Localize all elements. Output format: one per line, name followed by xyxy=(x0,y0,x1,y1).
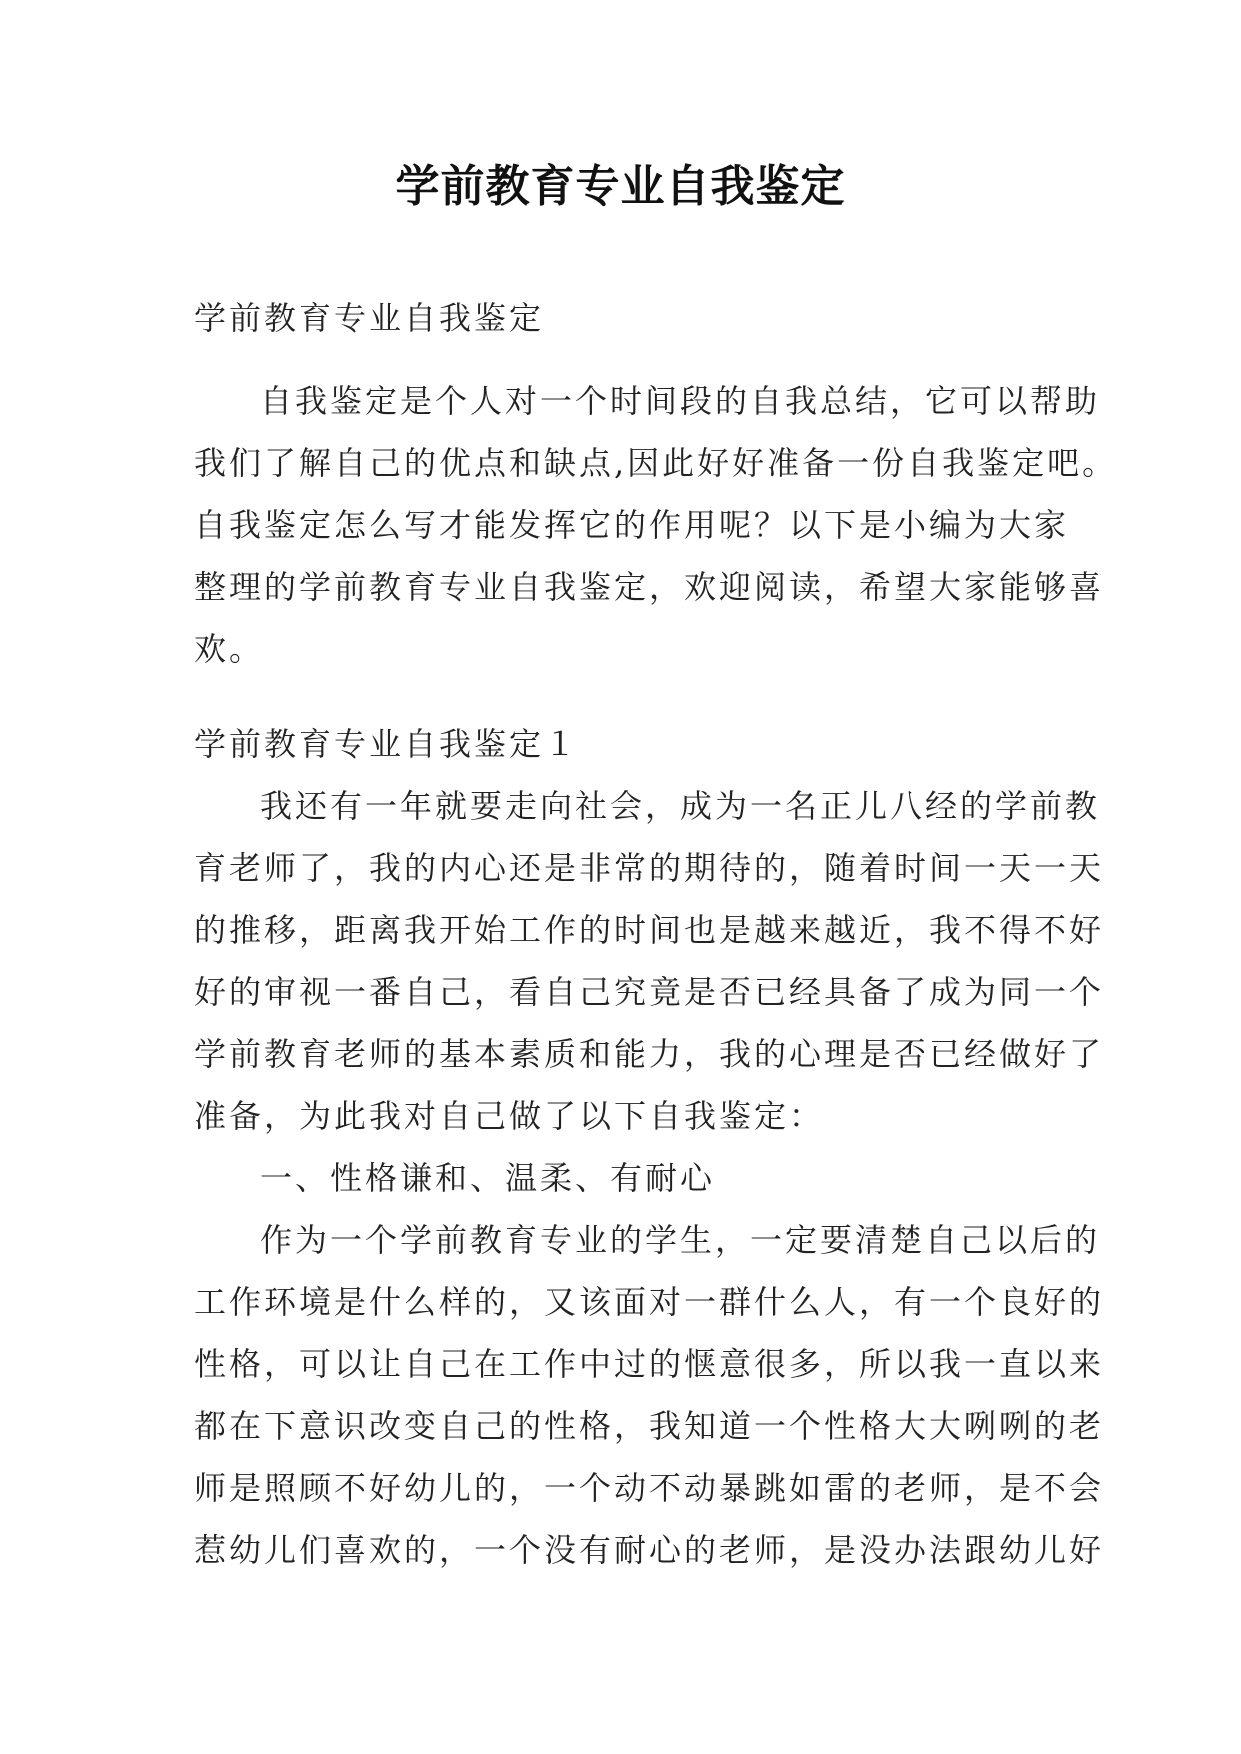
section-heading: 学前教育专业自我鉴定１ xyxy=(194,725,580,763)
intro-paragraph xyxy=(194,370,1118,680)
section1-line: 我还有一年就要走向社会，成为一名正儿八经的学前教 xyxy=(260,787,1101,825)
document-body xyxy=(194,287,1118,1581)
intro-line: 自我鉴定是个人对一个时间段的自我总结，它可以帮助 xyxy=(260,382,1101,420)
intro-line: 我们了解自己的优点和缺点,因此好好准备一份自我鉴定吧。 xyxy=(194,444,1118,482)
intro-line: 整理的学前教育专业自我鉴定，欢迎阅读，希望大家能够喜 xyxy=(194,568,1105,606)
document-title: 学前教育专业自我鉴定 xyxy=(395,161,846,212)
subtitle: 学前教育专业自我鉴定 xyxy=(194,299,545,337)
point1-paragraph xyxy=(194,1209,1105,1581)
point1-line: 都在下意识改变自己的性格，我知道一个性格大大咧咧的老 xyxy=(194,1407,1105,1445)
section1-line: 的推移，距离我开始工作的时间也是越来越近，我不得不好 xyxy=(194,911,1105,949)
intro-line: 欢。 xyxy=(194,630,265,668)
point-heading: 一、性格谦和、温柔、有耐心 xyxy=(260,1159,716,1197)
point1-line: 性格，可以让自己在工作中过的惬意很多，所以我一直以来 xyxy=(194,1345,1105,1383)
section1-line: 好的审视一番自己，看自己究竟是否已经具备了成为同一个 xyxy=(194,973,1105,1011)
section1-paragraph xyxy=(194,775,1105,1147)
paragraph-gap xyxy=(194,680,1056,713)
point1-line: 惹幼儿们喜欢的，一个没有耐心的老师，是没办法跟幼儿好 xyxy=(194,1531,1105,1569)
section1-line: 学前教育老师的基本素质和能力，我的心理是否已经做好了 xyxy=(194,1035,1105,1073)
section1-line: 育老师了，我的内心还是非常的期待的，随着时间一天一天 xyxy=(194,849,1105,887)
intro-line: 自我鉴定怎么写才能发挥它的作用呢？以下是小编为大家 xyxy=(194,506,1070,544)
point1-line: 师是照顾不好幼儿的，一个动不动暴跳如雷的老师，是不会 xyxy=(194,1469,1105,1507)
point1-line: 作为一个学前教育专业的学生，一定要清楚自己以后的 xyxy=(260,1221,1101,1259)
point1-line: 工作环境是什么样的，又该面对一群什么人，有一个良好的 xyxy=(194,1283,1105,1321)
section1-line: 准备，为此我对自己做了以下自我鉴定： xyxy=(194,1097,825,1135)
